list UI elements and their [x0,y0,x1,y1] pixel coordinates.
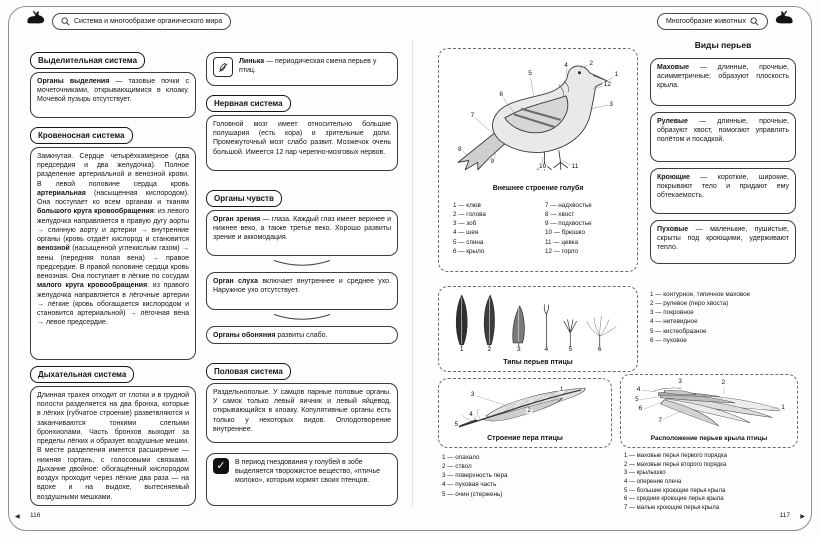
feather-kinds-title: Виды перьев [694,40,752,50]
feather-kind-down: Пуховые — маленькие, пушистые, скрыты под кроющими, удерживают тепло. [650,220,796,264]
feather-types-box [438,286,638,372]
legend-item: 2 — рулевое (перо хвоста) [650,300,729,308]
figure-number: 3 [516,345,521,353]
legend-item: 6 — средние кроющие перья крыла [624,496,724,503]
figure-number: 8 [457,145,462,153]
section-title-excretory: Выделительная система [30,52,145,69]
pigeon-legend-left [453,201,486,256]
chapter-tab-right [657,13,768,30]
pigeon-diagram-box [438,48,638,272]
hare-icon [774,10,796,25]
feather-types-figure [447,291,631,353]
figure-number: 4 [636,385,641,393]
molt-definition-text: Линька — периодическая смена перьев у птиц. [239,58,377,75]
feather-types-caption: Типы перьев птицы [503,359,573,366]
figure-number: 1 [559,385,564,393]
figure-number: 3 [678,377,682,385]
chapter-tab-right-label: Многообразие животных [665,18,746,25]
legend-item: 7 — малые кроющие перья крыла [624,505,720,512]
figure-number: 5 [635,395,639,403]
legend-item: 1 — контурное, типичное маховое [650,291,751,298]
feather-structure-figure [445,383,607,431]
fact-note-text: В период гнездования у голубей в зобе выделяется творожистое вещество, «птичье молоко», которым кормят своих птенцов. [235,459,381,485]
legend-item: 3 — крылышко [624,470,666,477]
section-title-nervous: Нервная система [206,95,291,112]
section-title-senses: Органы чувств [206,190,282,207]
reproductive-body: Раздельнополые. У самцов парные половые органы. У самок только левый яичник и левый яйцевод, открывающийся в клоаку. Копулятивные органы есть только у некоторых видов. Оплодотворение внутреннее. [206,383,398,443]
legend-item: 4 — нитевидное [650,318,698,326]
figure-number: 4 [544,345,549,353]
figure-number: 1 [459,345,464,353]
legend-item: 3 — поверхность пера [442,472,508,480]
figure-number: 1 [781,403,785,411]
legend-item: 6 — пуховое [650,336,687,344]
pigeon-caption: Внешнее строение голубя [492,185,584,192]
figure-number: 10 [538,162,547,170]
chapter-tab-left-label: Система и многообразие органического мира [74,18,223,25]
circulatory-body: Замкнутая. Сердце четырёхкамерное (два предсердия и два желудочка). Полное разделение артериальной и венозной крови. В левой половине сердца кровь артериальная (насыщенная кислородом). Она поступает ко всем органам и тканям большого круга кровообращения: из левого желудочка направляется в правую дугу аорты → спинную аорту и артерии → внутренние органы (кровь отдаёт кислород и становится венозной (насыщенной углекислым газом) → вены (передняя полая вена) → правое предсердие. В правой половине сердца кровь венозная. Она поступает в лёгкие по сосудам малого круга кровообращения: из правого желудочка направляется в лёгочные артерии → лёгкие (кровь обогащается кислородом и становится артериальной) → лёгочная вена → левое предсердие. [30,147,196,360]
legend-item: 4 — пуховая часть [442,481,497,489]
senses-vision-body: Орган зрения — глаза. Каждый глаз имеет верхнее и нижнее веко, а также третье веко. Хорошо развиты зрение и аккомодация. [206,210,398,256]
legend-item: 5 — большие кроющие перья крыла [624,487,726,494]
page-arrow-right: ▶ [800,514,805,520]
legend-item: 2 — ствол [442,463,472,471]
feather-types-legend [650,290,796,345]
legend-item: 1 — опахало [442,454,480,461]
legend-item: 5 — спина [453,238,484,246]
figure-number: 6 [499,90,503,98]
feather-kind-covert: Кроющие — короткие, широкие, покрывают тело и придают ему обтекаемость. [650,168,796,214]
feather-kind-tail: Рулевые — длинные, прочные, образуют хвост, помогают управлять полётом и посадкой. [650,112,796,162]
legend-item: 1 — клюв [453,202,481,209]
hare-icon [24,10,46,25]
legend-item: 2 — маховые перья второго порядка [624,461,727,468]
legend-item: 7 — надхвостье [545,202,592,209]
section-title-reproductive: Половая система [206,363,291,380]
figure-number: 5 [528,69,532,77]
feather-structure-caption: Строение пера птицы [487,435,563,442]
figure-number: 6 [597,345,602,353]
senses-smell-body: Органы обоняния развиты слабо. [206,326,398,344]
page-arrow-left: ◀ [15,514,20,520]
figure-number: 7 [470,111,475,119]
wing-caption: Расположение перьев крыла птицы [650,435,768,442]
section-title-respiratory: Дыхательная система [30,366,134,383]
figure-number: 2 [527,406,532,414]
legend-item: 5 — кистеобразное [650,327,707,335]
feather-structure-box [438,378,612,448]
feather-structure-legend [442,453,612,499]
excretory-body: Органы выделения — тазовые почки с мочеточниками, открывающимися в клоаку. Мочевой пузырь отсутствует. [30,72,196,118]
figure-number: 5 [454,420,459,428]
figure-number: 7 [658,416,662,424]
center-fold [412,40,413,507]
legend-item: 8 — хвост [545,211,575,219]
nervous-body: Головной мозг имеет относительно большие полушария (есть кора) и зрительные доли. Промежуточный мозг слабо развит. Мозжечок очень большой. Имеется 12 пар черепно-мозговых нервов. [206,115,398,171]
figure-number: 2 [589,60,593,68]
senses-hearing-body: Орган слуха включает внутреннее и среднее ухо. Наружное ухо отсутствует. [206,272,398,310]
check-icon: ✓ [213,458,229,474]
figure-number: 6 [638,404,643,412]
figure-number: 3 [609,100,613,108]
legend-item: 9 — подхвостье [545,220,592,228]
figure-number: 12 [603,80,612,88]
legend-item: 5 — очин (стержень) [442,490,503,498]
figure-number: 2 [487,345,492,353]
brace-separator [272,259,332,268]
legend-item: 2 — голова [453,211,486,219]
figure-number: 1 [614,71,619,79]
legend-item: 10 — брюшко [545,229,586,237]
legend-item: 3 — зоб [453,220,477,228]
legend-item: 1 — маховые перья первого порядка [624,453,728,459]
section-title-circulatory: Кровеносная система [30,127,133,144]
magnifier-icon [61,17,70,26]
figure-number: 4 [564,61,568,69]
respiratory-body: Длинная трахея отходит от глотки и в грудной полости разделяется на два бронха, которые в лёгких (губчатое строение) разветвляются и заканчиваются тонкими слепыми бронхиолами. Часть бронхов выходит за пределы лёгких и образует воздушные мешки. В месте разделения имеется расширение — нижняя гортань, с голосовыми связками. Дыхание двойное: обогащённый кислородом воздух проходит через лёгкие два раза — на вдохе и на выдохе, вытесняемый воздушными мешками. [30,386,196,506]
figure-number: 2 [721,378,726,386]
fact-note-box [206,453,398,506]
molt-definition-box [206,52,398,86]
figure-number: 9 [490,157,494,165]
page-number-left: 116 [30,512,41,519]
pigeon-legend-right [545,201,592,256]
chapter-tab-left [52,13,231,30]
legend-item: 12 — горло [545,247,578,255]
wing-figure [627,379,793,429]
figure-number: 4 [469,410,473,418]
feather-kind-flight: Маховые — длинные, прочные, асимметричные; образуют плоскость крыла. [650,58,796,106]
page-number-right: 117 [779,512,790,519]
legend-item: 3 — покровное [650,309,694,317]
legend-item: 4 — оперение плеча [624,479,682,486]
feather-icon [213,57,233,77]
legend-item: 4 — шея [453,229,479,237]
wing-legend [624,452,800,513]
wing-arrangement-box [620,374,798,448]
figure-number: 5 [568,345,573,353]
legend-item: 11 — цевка [545,238,579,246]
legend-item: 6 — крыло [453,247,485,255]
brace-separator [272,313,332,322]
pigeon-figure [449,57,629,179]
figure-number: 11 [571,162,579,170]
figure-number: 3 [470,390,475,398]
magnifier-icon [750,17,759,26]
